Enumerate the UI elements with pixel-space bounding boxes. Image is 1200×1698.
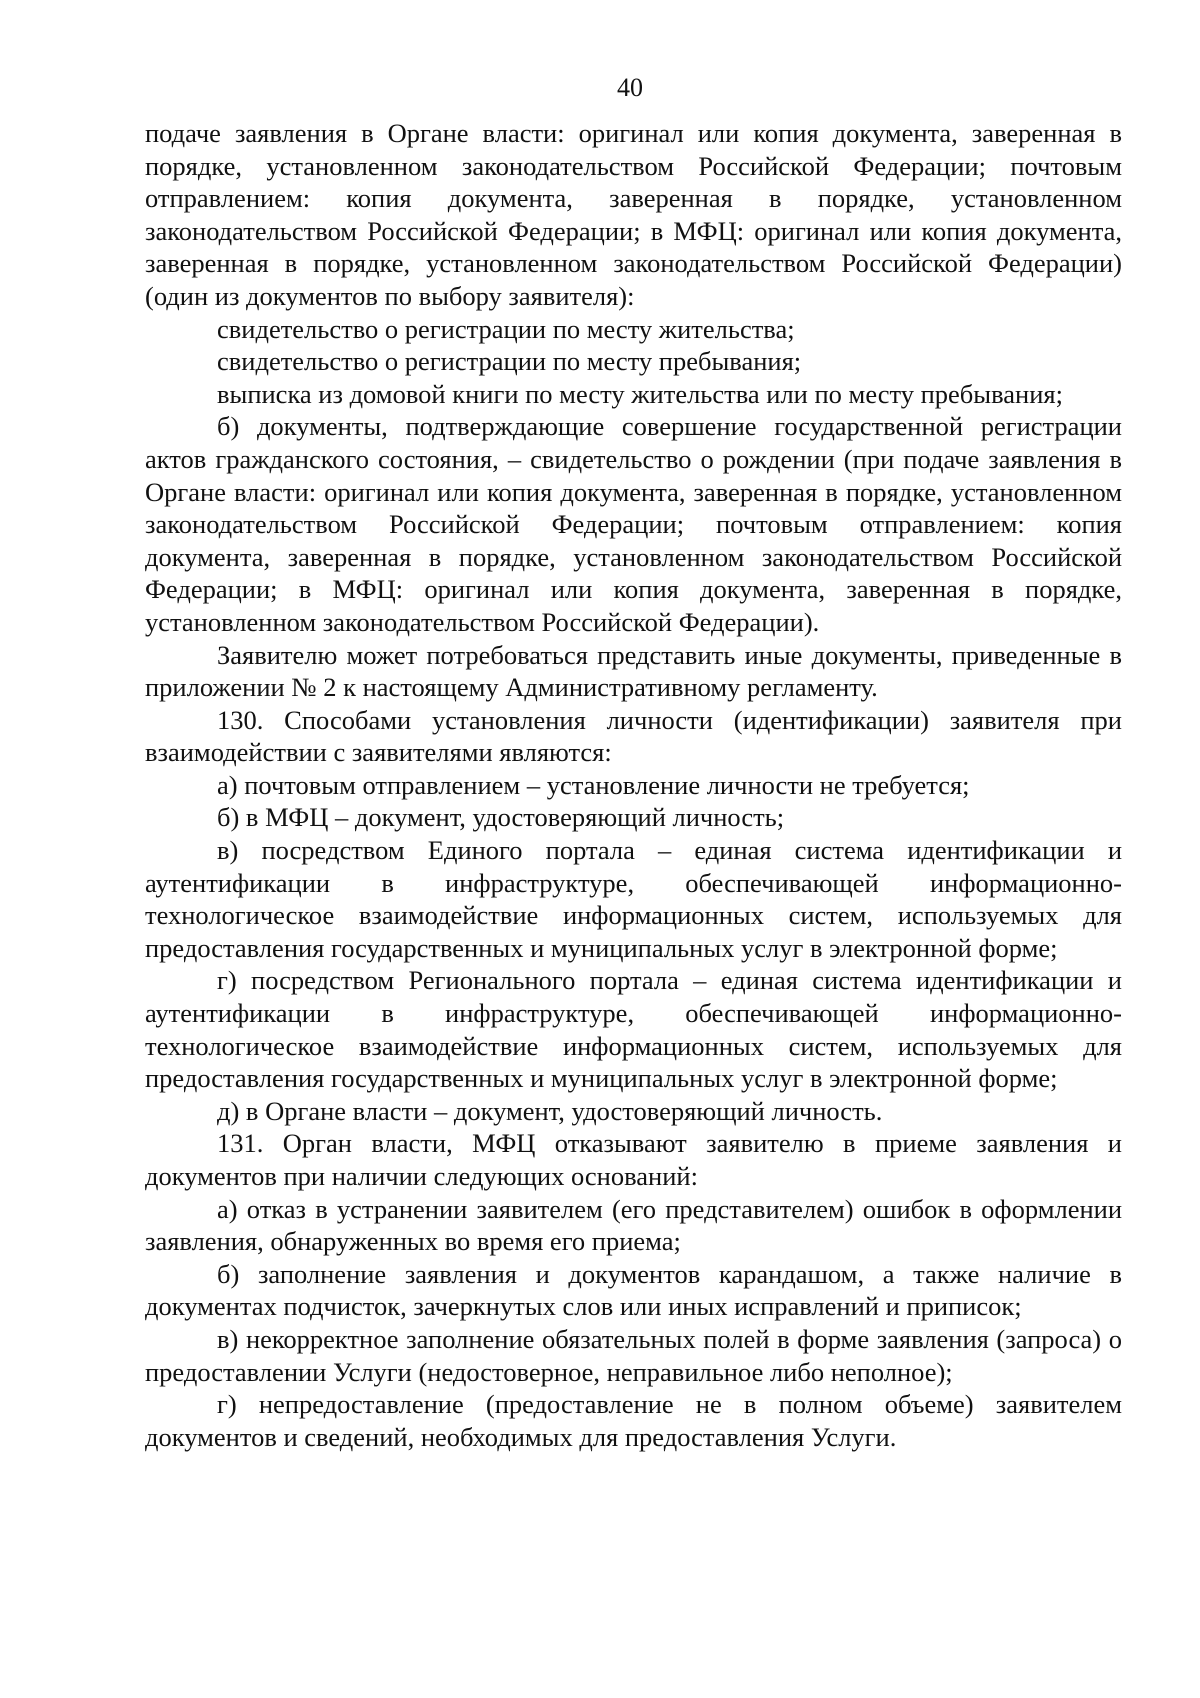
document-body (145, 117, 1122, 1453)
paragraph-130-b: б) в МФЦ – документ, удостоверяющий личность; (217, 802, 785, 833)
paragraph-131-v: в) некорректное заполнение обязательных полей в форме заявления (запроса) о предоставлении Услуги (недостоверное, неправильное либо неполное); (145, 1323, 1122, 1387)
paragraph-130-v: в) посредством Единого портала – единая система идентификации и аутентификации в инфраструктуре, обеспечивающей информационно-технологическое взаимодействие информационных систем, используемых для предоставления государственных и муниципальных услуг в электронной форме; (145, 835, 1122, 963)
paragraph-item-130: 130. Способами установления личности (идентификации) заявителя при взаимодействии с заявителями являются: (145, 704, 1122, 768)
paragraph-other-documents: Заявителю может потребоваться представить иные документы, приведенные в приложении № 2 к настоящему Административному регламенту. (145, 639, 1122, 703)
paragraph-130-g: г) посредством Регионального портала – единая система идентификации и аутентификации в инфраструктуре, обеспечивающей информационно-технологическое взаимодействие информационных систем, используемых для предоставления государственных и муниципальных услуг в электронной форме; (145, 965, 1122, 1094)
paragraph-residence-certificate: свидетельство о регистрации по месту жительства; (217, 313, 795, 344)
paragraph-stay-certificate: свидетельство о регистрации по месту пребывания; (217, 346, 802, 377)
page-number: 40 (617, 73, 643, 102)
paragraph-continuation: подаче заявления в Органе власти: оригинал или копия документа, заверенная в порядке, установленном законодательством Российской Федерации; почтовым отправлением: копия документа, заверенная в порядке, установленном законодательством Российской Федерации; в МФЦ: оригинал или копия документа, заверенная в порядке, установленном законодательством Российской Федерации) (один из документов по выбору заявителя): (145, 118, 1122, 311)
paragraph-131-g: г) непредоставление (предоставление не в полном объеме) заявителем документов и сведений, необходимых для предоставления Услуги. (145, 1389, 1122, 1452)
paragraph-131-a: а) отказ в устранении заявителем (его представителем) ошибок в оформлении заявления, обнаруженных во время его приема; (145, 1193, 1122, 1257)
paragraph-130-d: д) в Органе власти – документ, удостоверяющий личность. (217, 1095, 883, 1126)
paragraph-131-b: б) заполнение заявления и документов карандашом, а также наличие в документах подчисток, зачеркнутых слов или иных исправлений и приписок; (145, 1258, 1122, 1322)
paragraph-item-131: 131. Орган власти, МФЦ отказывают заявителю в приеме заявления и документов при наличии следующих оснований: (145, 1128, 1122, 1191)
paragraph-house-book-extract: выписка из домовой книги по месту жительства или по месту пребывания; (217, 378, 1063, 409)
paragraph-130-a: а) почтовым отправлением – установление личности не требуется; (217, 769, 970, 800)
paragraph-civil-status-documents: б) документы, подтверждающие совершение государственной регистрации актов гражданского состояния, – свидетельство о рождении (при подаче заявления в Органе власти: оригинал или копия документа, заверенная в порядке, установленном законодательством Российской Федерации; почтовым отправлением: копия документа, заверенная в порядке, установленном законодательством Российской Федерации; в МФЦ: оригинал или копия документа, заверенная в порядке, установленном законодательством Российской Федерации). (145, 411, 1122, 637)
